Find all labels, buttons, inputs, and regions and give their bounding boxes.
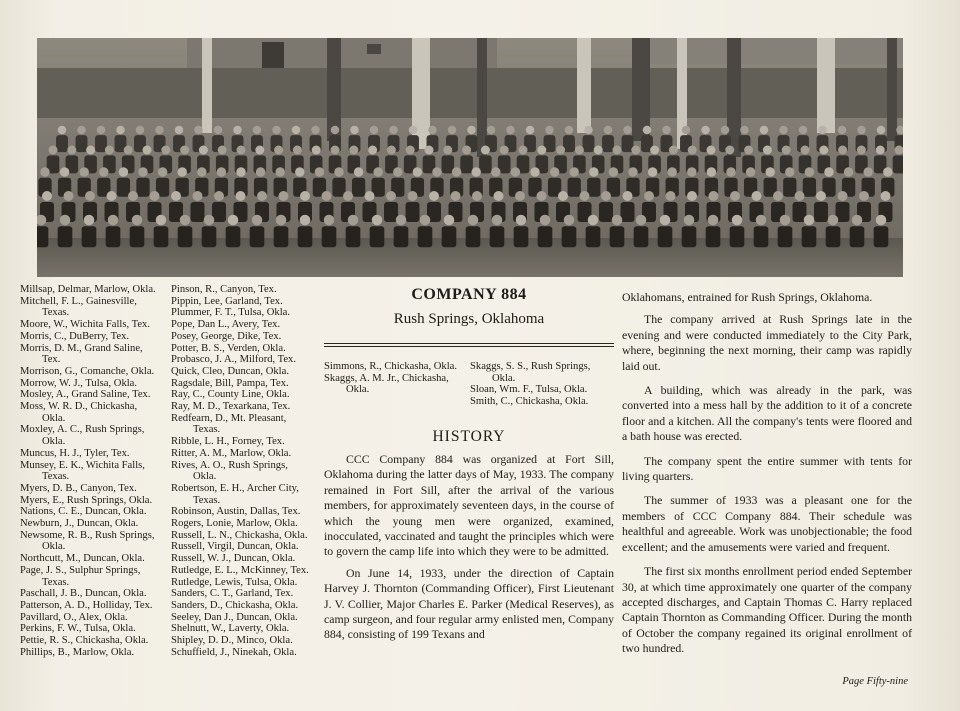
roster-entry: Smith, C., Chickasha, Okla. [470, 396, 589, 408]
history-paragraph: CCC Company 884 was organized at Fort Sill, Oklahoma during the latter days of May, 1933. The company remained in Fort Sill, after the arrival of the various members, for approximately seventeen days, in the course of which the young men were organized, examined, inocculated, vaccinated and taught the principles which were to govern the camp life into which they were to be admitted. [324, 452, 614, 559]
roster-entry: Rutledge, E. L., McKinney, Tex. [171, 564, 309, 576]
roster-entry: Quick, Cleo, Duncan, Okla. [171, 365, 289, 377]
roster-entry: Moxley, A. C., Rush Springs, [20, 424, 145, 436]
roster-entry: Morris, C., DuBerry, Tex. [20, 330, 130, 342]
history-heading: HISTORY [432, 428, 506, 445]
roster-entry: Ray, C., County Line, Okla. [171, 389, 290, 401]
roster-extra-left [324, 361, 457, 396]
roster-entry: Pettie, R. S., Chickasha, Okla. [20, 635, 149, 647]
history-continued [622, 290, 912, 666]
roster-entry: Perkins, F. W., Tulsa, Okla. [20, 623, 136, 635]
roster-entry: Northcutt, M., Duncan, Okla. [20, 553, 145, 565]
history-paragraph: A building, which was already in the park, was converted into a mess hall by the addition to it of a concrete floor and a kitchen. All the company's tents were floored and a bath house was erected. [622, 383, 912, 444]
company-subtitle: Rush Springs, Oklahoma [393, 311, 545, 327]
roster-entry: Plummer, F. T., Tulsa, Okla. [171, 307, 291, 319]
roster-entry: Morrow, W. J., Tulsa, Okla. [20, 377, 138, 389]
roster-entry: Potter, B. S., Verden, Okla. [171, 342, 286, 354]
roster-entry: Texas. [42, 576, 70, 588]
roster-entry: Shelnutt, W., Laverty, Okla. [171, 623, 290, 635]
roster-entry: Millsap, Delmar, Marlow, Okla. [20, 284, 156, 295]
divider-rule-top [324, 343, 614, 344]
roster-entry: Skaggs, A. M. Jr., Chickasha, [324, 372, 449, 384]
roster-entry: Texas. [193, 424, 221, 436]
divider-rule-bottom [324, 346, 614, 347]
history-paragraph: The summer of 1933 was a pleasant one for the members of CCC Company 884. Their schedule was healthful and agreeable. Work was unobjectionable; the food excellent; and the amusements were varied and frequent. [622, 493, 912, 554]
roster-entry: Myers, E., Rush Springs, Okla. [20, 494, 153, 506]
roster-entry: Okla. [346, 384, 370, 396]
roster-entry: Sanders, C. T., Garland, Tex. [171, 588, 294, 600]
roster-entry: Pippin, Lee, Garland, Tex. [171, 295, 283, 307]
roster-entry: Morris, D. M., Grand Saline, [20, 342, 143, 354]
roster-entry: Russell, Virgil, Duncan, Okla. [171, 541, 299, 553]
roster-entry: Myers, D. B., Canyon, Tex. [20, 482, 137, 494]
roster-entry: Nations, C. E., Duncan, Okla. [20, 506, 147, 518]
roster-entry: Newsome, R. B., Rush Springs, [20, 529, 155, 541]
group-photo-image [37, 38, 903, 277]
roster-entry: Okla. [42, 436, 66, 448]
history-paragraph: The first six months enrollment period ended September 30, at which time approximately one quarter of the company accepted discharges, and Captain Thomas C. Harry replaced Captain Thornton as Commanding Officer. During the month of October the company regained its original enrollment of two hundred. [622, 564, 912, 656]
roster-entry: Sanders, D., Chickasha, Okla. [171, 599, 299, 611]
roster-entry: Simmons, R., Chickasha, Okla. [324, 361, 458, 372]
roster-entry: Okla. [42, 541, 66, 553]
roster-entry: Texas. [42, 307, 70, 319]
roster-entry: Munsey, E. K., Wichita Falls, [20, 459, 145, 471]
roster-entry: Patterson, A. D., Holliday, Tex. [20, 599, 153, 611]
roster-entry: Probasco, J. A., Milford, Tex. [171, 354, 297, 366]
roster-entry: Phillips, B., Marlow, Okla. [20, 646, 135, 658]
roster-entry: Mosley, A., Grand Saline, Tex. [20, 389, 151, 401]
roster-entry: Moore, W., Wichita Falls, Tex. [20, 319, 150, 331]
roster-column-left [20, 284, 166, 659]
roster-entry: Newburn, J., Duncan, Okla. [20, 518, 139, 530]
roster-entry: Rutledge, Lewis, Tulsa, Okla. [171, 576, 298, 588]
roster-entry: Okla. [193, 471, 217, 483]
roster-entry: Ritter, A. M., Marlow, Okla. [171, 447, 292, 459]
history-paragraph: On June 14, 1933, under the direction of Captain Harvey J. Thornton (Commanding Officer), First Lieutenant J. V. Collier, Major Charles E. Parker (Medical Reserves), as camp surgeon, and four regular army enlisted men, Company 884, consisting of 199 Texans and [324, 565, 614, 642]
roster-entry: Okla. [42, 412, 66, 424]
roster-entry: Rogers, Lonie, Marlow, Okla. [171, 518, 298, 530]
roster-entry: Tex. [42, 354, 61, 366]
group-photo [37, 38, 903, 277]
roster-entry: Pope, Dan L., Avery, Tex. [171, 319, 281, 331]
roster-entry: Posey, George, Dike, Tex. [171, 330, 282, 342]
history-body [324, 452, 614, 649]
roster-entry: Morrison, G., Comanche, Okla. [20, 365, 155, 377]
roster-entry: Russell, L. N., Chickasha, Okla. [171, 529, 308, 541]
roster-extra-right [470, 361, 590, 408]
roster-entry: Skaggs, S. S., Rush Springs, [470, 361, 591, 372]
roster-entry: Schuffield, J., Ninekah, Okla. [171, 646, 297, 658]
roster-entry: Moss, W. R. D., Chickasha, [20, 401, 138, 413]
roster-entry: Texas. [193, 494, 221, 506]
roster-column-middle [171, 284, 321, 659]
roster-entry: Ray, M. D., Texarkana, Tex. [171, 401, 291, 413]
company-title: COMPANY 884 [411, 286, 527, 303]
history-paragraph: Oklahomans, entrained for Rush Springs, Oklahoma. [622, 290, 873, 304]
roster-entry: Page, J. S., Sulphur Springs, [20, 564, 141, 576]
roster-entry: Rives, A. O., Rush Springs, [171, 459, 288, 471]
roster-entry: Mitchell, F. L., Gainesville, [20, 295, 137, 307]
roster-entry: Redfearn, D., Mt. Pleasant, [171, 412, 287, 424]
history-paragraph: The company arrived at Rush Springs late in the evening and were conducted immediately to the City Park, where, beginning the next morning, their camp was rapidly laid out. [622, 312, 912, 373]
roster-entry: Pinson, R., Canyon, Tex. [171, 284, 277, 295]
roster-entry: Shipley, D. D., Minco, Okla. [171, 635, 293, 647]
roster-entry: Paschall, J. B., Duncan, Okla. [20, 588, 147, 600]
roster-entry: Robinson, Austin, Dallas, Tex. [171, 506, 301, 518]
roster-entry: Sloan, Wm. F., Tulsa, Okla. [470, 384, 588, 396]
roster-entry: Okla. [492, 372, 516, 384]
roster-entry: Robertson, E. H., Archer City, [171, 482, 299, 494]
page-number: Page Fifty-nine [842, 676, 908, 687]
roster-entry: Pavillard, O., Alex, Okla. [20, 611, 128, 623]
roster-entry: Ribble, L. H., Forney, Tex. [171, 436, 285, 448]
roster-entry: Muncus, H. J., Tyler, Tex. [20, 447, 130, 459]
history-paragraph: The company spent the entire summer with tents for living quarters. [622, 453, 912, 484]
roster-entry: Russell, W. J., Duncan, Okla. [171, 553, 296, 565]
roster-entry: Texas. [42, 471, 70, 483]
roster-entry: Ragsdale, Bill, Pampa, Tex. [171, 377, 289, 389]
roster-entry: Seeley, Dan J., Duncan, Okla. [171, 611, 298, 623]
